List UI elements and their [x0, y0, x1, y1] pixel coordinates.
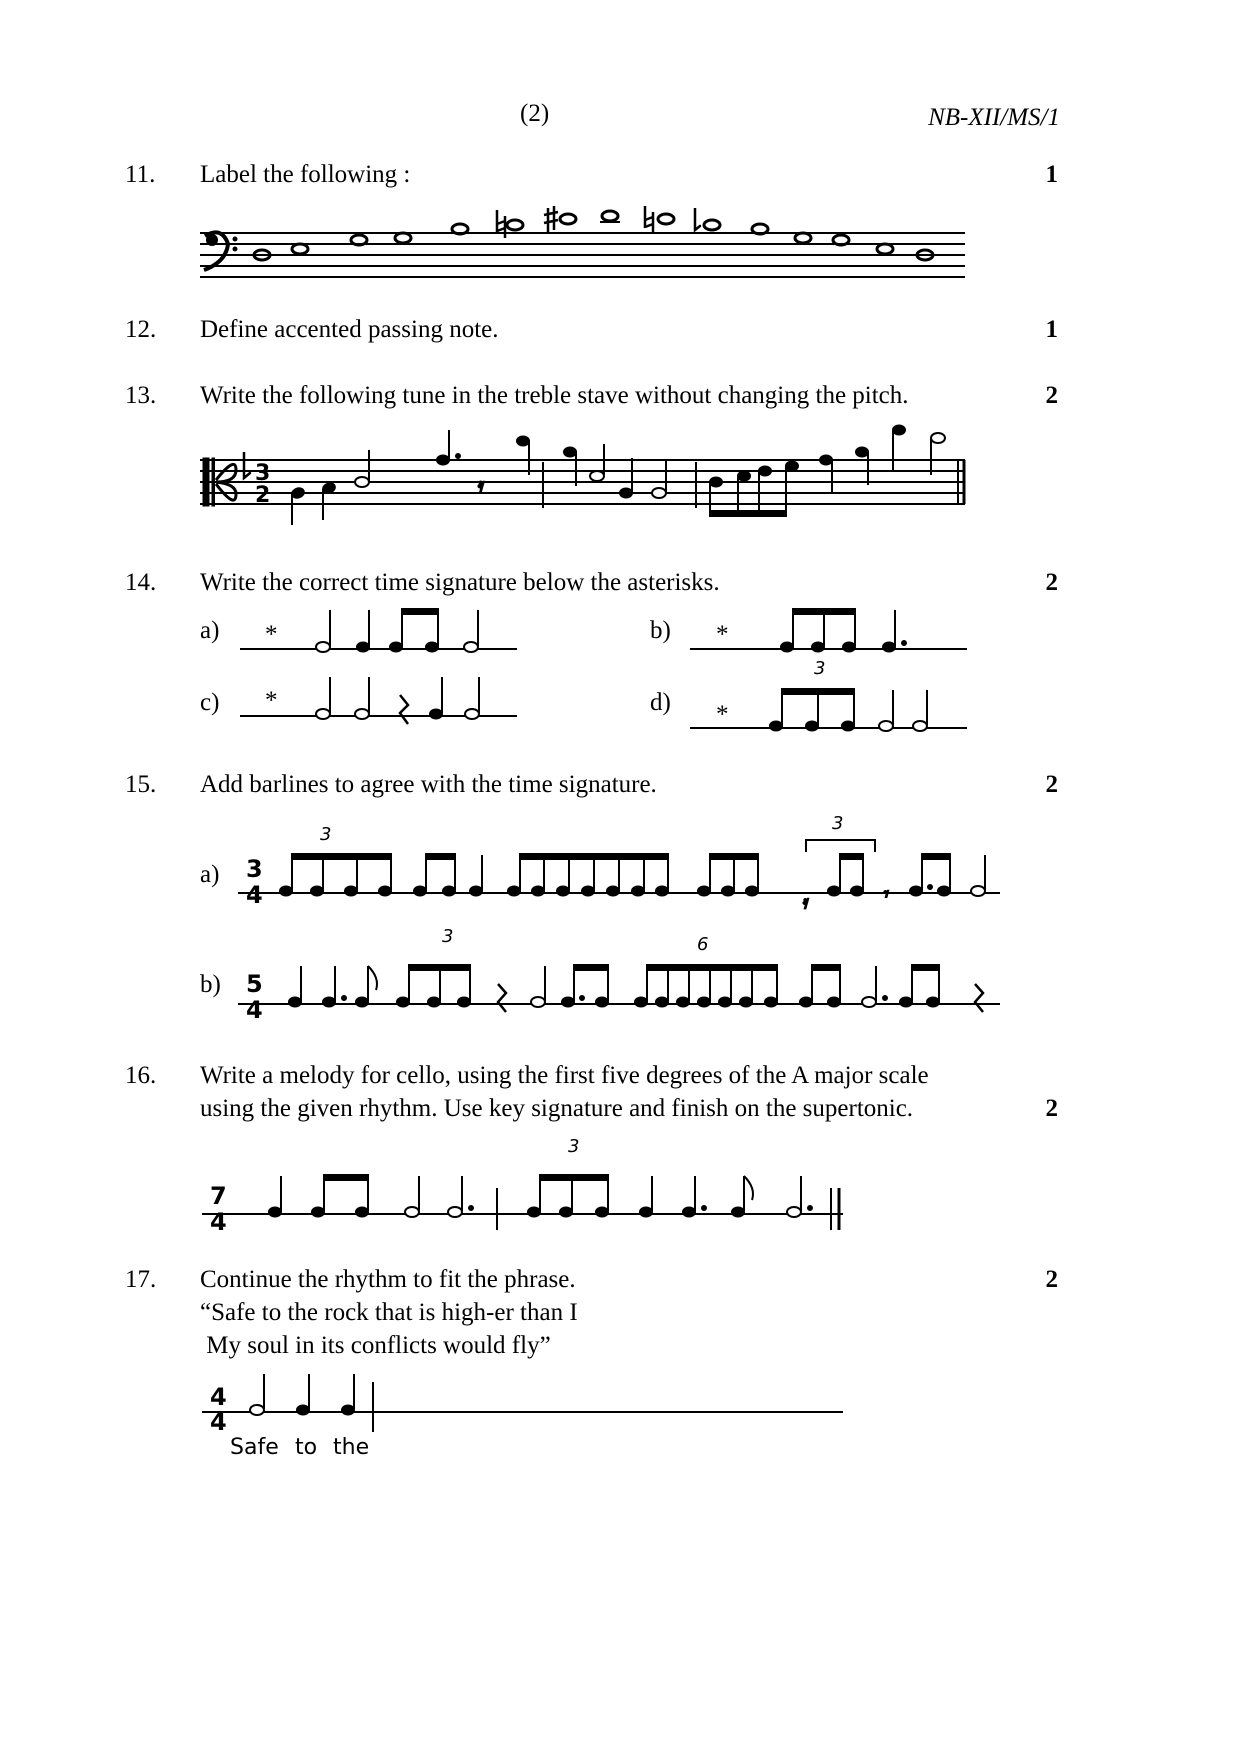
lyric-syllable: to: [295, 1435, 318, 1460]
part-label: b): [200, 971, 221, 998]
time-signature-bottom: 4: [210, 1208, 227, 1236]
asterisk: *: [265, 687, 278, 714]
question-text: Continue the rhythm to fit the phrase.: [200, 1266, 576, 1293]
paper-code: NB-XII/MS/1: [928, 104, 1060, 131]
part-label: c): [200, 689, 220, 716]
question-marks: 2: [1045, 1095, 1058, 1122]
question-marks: 2: [1045, 1266, 1058, 1293]
tuplet-number: 3: [568, 1136, 580, 1157]
question-number: 11.: [125, 161, 156, 188]
question-text: Add barlines to agree with the time signature.: [200, 771, 657, 798]
rest-icon: 𝄿: [478, 473, 485, 497]
question-marks: 1: [1045, 161, 1058, 188]
time-signature-top: 5: [246, 970, 263, 998]
time-signature-top: 4: [210, 1383, 227, 1411]
question-text-line1: Write a melody for cello, using the first five degrees of the A major scale: [200, 1062, 929, 1089]
question-number: 17.: [125, 1266, 157, 1293]
question-number: 14.: [125, 569, 157, 596]
tuplet-number: 3: [442, 926, 454, 947]
question-text: Define accented passing note.: [200, 316, 499, 343]
time-signature-top: 3: [246, 855, 263, 883]
svg-text:𝄾: 𝄾: [884, 884, 889, 905]
question-marks: 2: [1045, 569, 1058, 596]
question-text: Write the correct time signature below the asterisks.: [200, 569, 720, 596]
time-signature: 2: [255, 483, 271, 508]
time-signature: 3: [255, 461, 271, 486]
tuplet-number: 3: [814, 658, 826, 679]
question-marks: 2: [1045, 771, 1058, 798]
time-signature-bottom: 4: [210, 1408, 227, 1436]
question-text-line2: using the given rhythm. Use key signature and finish on the supertonic.: [200, 1095, 914, 1122]
asterisk: *: [265, 621, 278, 648]
part-label: b): [650, 617, 671, 644]
page-number: (2): [520, 100, 550, 127]
question-text: Write the following tune in the treble stave without changing the pitch.: [200, 382, 909, 409]
lyric-line: “Safe to the rock that is high-er than I: [200, 1299, 578, 1326]
lyric-line: My soul in its conflicts would fly”: [200, 1332, 551, 1359]
lyric-syllable: the: [333, 1435, 370, 1460]
svg-text:𝄿: 𝄿: [803, 892, 809, 913]
tuplet-number: 3: [320, 824, 332, 845]
question-number: 15.: [125, 771, 157, 798]
time-signature-bottom: 4: [246, 881, 263, 909]
time-signature-bottom: 4: [246, 996, 263, 1024]
lyric-syllable: Safe: [230, 1435, 279, 1460]
question-marks: 2: [1045, 382, 1058, 409]
asterisk: *: [716, 701, 729, 728]
question-number: 13.: [125, 382, 157, 409]
question-marks: 1: [1045, 316, 1058, 343]
part-label: a): [200, 861, 220, 888]
question-number: 16.: [125, 1062, 157, 1089]
asterisk: *: [716, 621, 729, 648]
time-signature-top: 7: [210, 1182, 227, 1210]
question-text: Label the following :: [200, 161, 411, 188]
tuplet-number: 6: [697, 934, 709, 955]
question-number: 12.: [125, 316, 157, 343]
part-label: a): [200, 617, 220, 644]
tuplet-number: 3: [832, 813, 844, 834]
part-label: d): [650, 689, 671, 716]
